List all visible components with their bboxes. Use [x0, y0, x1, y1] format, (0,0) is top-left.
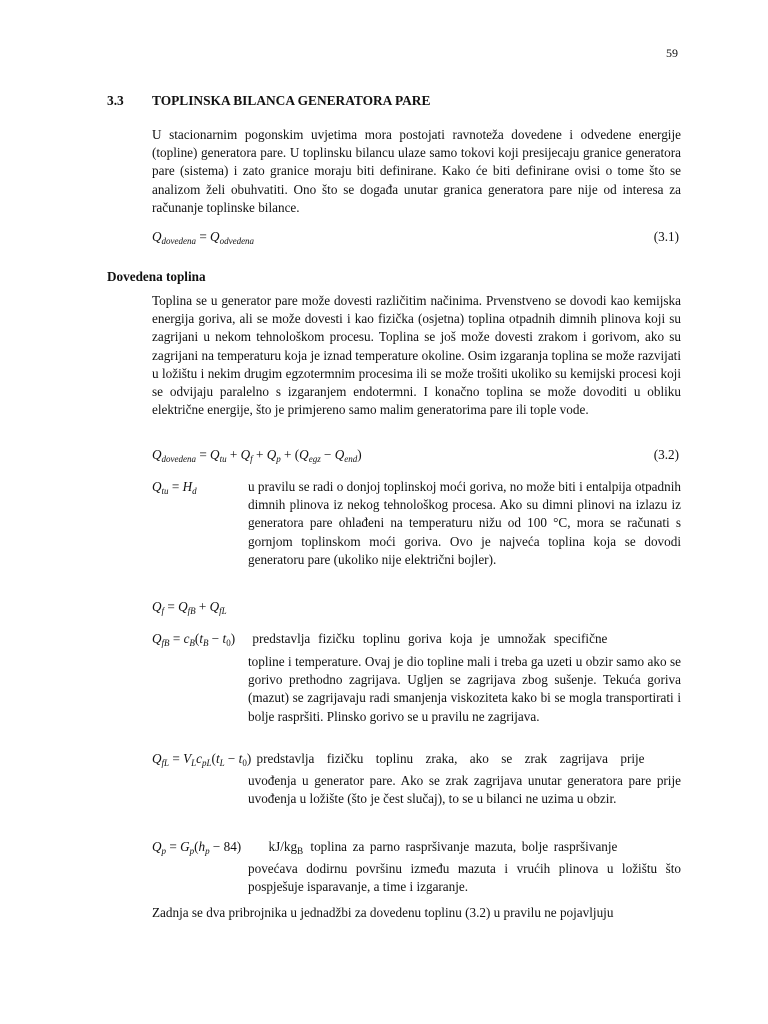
- dovedena-paragraph: Toplina se u generator pare može dovesti različitim načinima. Prvenstveno se dovodi kao kemijska energija goriva, ali se može dovesti i kao fizička (osjetna) toplina otpadnih dimnih plinova koji su zagrijani u nekom tehnološkom procesu. Toplina se još može dovesti zrakom i gorivom, ako su zagrijani na temperaturu koja je iznad temperature okoline. Osim izgaranja toplina se može razvijati u ložištu i nekim drugim egzotermnim procesima ili se može trošiti ukoliko su kemijski procesi koji se odvijaju paralelno s izgaranjem endotermni. I konačno toplina se može dovoditi u obliku električne energije, što je primjereno samo malim generatorima pare ili tople vode.: [152, 293, 681, 418]
- def-qfb-text: topline i temperature. Ovaj je dio topline mali i treba ga uzeti u obzir samo ako se gorivo prethodno zagrijava. Ugljen se zagrijava zbog sušenje. Tekuća goriva (mazut) se zagrijavaju radi smanjenja viskoziteta kako bi se mogla transportirati i bolje raspršiti. Plinsko gorivo se u pravilu ne zagrijava.: [248, 654, 681, 724]
- equation-3-2-number: (3.2): [653, 447, 679, 462]
- def-qfl-text: uvođenja u generator pare. Ako se zrak zagrijava unutar generatora pare prije uvođenja u ložište (što je čest slučaj), to se u bilanci ne uzima u obzir.: [248, 773, 681, 807]
- def-qp-unit: $kJ/kg_B$: [268, 839, 304, 856]
- def-qp-text: povećava dodirnu površinu između mazuta i vrućih plinova u ložištu što pospješuje isparavanje, a time i izgaranje.: [248, 861, 681, 895]
- def-qp-first-line: toplina za parno raspršivanje mazuta, bolje raspršivanje: [310, 839, 618, 854]
- intro-paragraph: U stacionarnim pogonskim uvjetima mora postojati ravnoteža dovedene i odvedene energije (topline) generatora pare. U toplinsku bilancu ulaze samo tokovi koji presijecaju granice generatora pare (sistema) i zato granice moraju biti definirane. Kako će biti definirane ovisi o tome što se analizom želi obuhvatiti. Ono što se događa unutar granica generatora pare nije od interesa za računanje toplinske bilance.: [152, 127, 681, 215]
- equation-3-1: [152, 228, 679, 248]
- def-qfl-formula: $Q_{fL} = V_Lc_{pL}(t_L - t_0)$: [152, 751, 252, 768]
- def-qfb-first-line: predstavlja fizičku toplinu goriva koja je umnožak specifične: [252, 631, 608, 646]
- def-qp-formula: $Q_p = G_p(h_p - 84)$: [152, 839, 242, 856]
- def-qtu-formula: $Q_{tu} = H_d$: [152, 479, 197, 496]
- def-qf-formula: $Q_f = Q_{fB} + Q_{fL}$: [152, 599, 227, 616]
- closing-line: Zadnja se dva pribrojnika u jednadžbi za dovedenu toplinu (3.2) u pravilu ne pojavljuju: [152, 905, 614, 920]
- def-qtu-text: u pravilu se radi o donjoj toplinskoj moći goriva, no može biti i entalpija otpadnih dimnih plinova iz nekog tehnološkog procesa. Ako su dimni plinovi na izlazu iz generatora pare ohlađeni na temperaturu nižu od 100 °C, mora se računati s gornjom toplinskom moći goriva. Ovo je najveća toplina koja se dovodi generatoru pare (ukoliko nije električni bojler).: [248, 479, 681, 567]
- def-qfl-first-line: predstavlja fizičku toplinu zraka, ako se zrak zagrijava prije: [256, 751, 645, 766]
- subheading-dovedena-toplina: Dovedena toplina: [107, 269, 206, 284]
- equation-3-2: [152, 446, 679, 466]
- section-title: TOPLINSKA BILANCA GENERATORA PARE: [152, 93, 431, 108]
- def-qfb-formula: $Q_{fB} = c_B(t_B - t_0)$: [152, 631, 236, 648]
- equation-3-2-formula: $Q_{dovedena} = Q_{tu} + Q_f + Q_p + (Q_{egz} - Q_{end})$: [152, 447, 362, 464]
- def-qfb: [152, 630, 681, 724]
- def-qfl: [152, 750, 681, 807]
- def-qp: [152, 838, 681, 895]
- page-number: 59: [666, 46, 678, 60]
- section-number: 3.3: [107, 93, 124, 108]
- section-heading: [107, 92, 430, 110]
- equation-3-1-formula: $Q_{dovedena} = Q_{odvedena}$: [152, 229, 255, 246]
- equation-3-1-number: (3.1): [653, 229, 679, 244]
